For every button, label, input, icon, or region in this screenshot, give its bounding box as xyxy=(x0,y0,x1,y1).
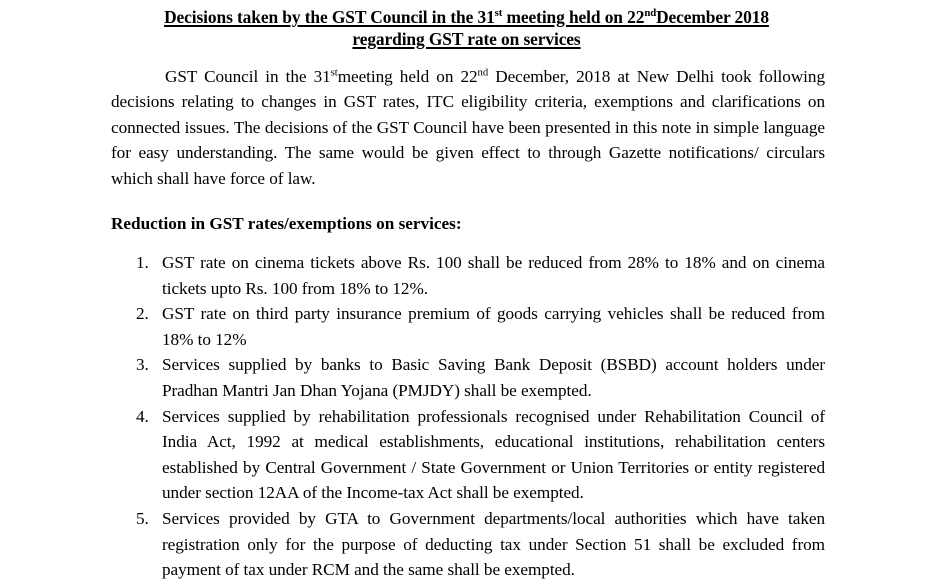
intro-part-2: meeting held on 22 xyxy=(337,67,478,86)
title-ordinal-st: st xyxy=(494,7,503,20)
list-item: Services supplied by banks to Basic Saving Bank Deposit (BSBD) account holders under Pradhan Mantri Jan Dhan Yojana (PMJDY) shall be exempted. xyxy=(162,355,825,400)
intro-ordinal-st: st xyxy=(330,67,338,79)
title-line-2-text: regarding GST rate on services xyxy=(352,29,581,49)
intro-paragraph xyxy=(0,50,933,191)
title-line-2 xyxy=(0,28,933,50)
title-line-1 xyxy=(0,6,933,28)
intro-ordinal-nd: nd xyxy=(477,67,489,79)
intro-part-1: GST Council in the 31 xyxy=(165,67,331,86)
intro-part-3: December, 2018 at New Delhi took following decisions relating to changes in GST rates, ITC eligibility criteria, exemptions and clarifications on connected issues. The decisions of the GST Council have been presented in this note in simple language for easy understanding. The same would be given effect to through Gazette notifications/ circulars which shall have force of law. xyxy=(111,67,825,188)
section-heading: Reduction in GST rates/exemptions on services: xyxy=(111,214,462,234)
list-item: Services supplied by rehabilitation professionals recognised under Rehabilitation Council of India Act, 1992 at medical establishments, educational institutions, rehabilitation centers established by Central Government / State Government or Union Territories or entity registered under section 12AA of the Income-tax Act shall be exempted. xyxy=(162,406,825,503)
list-item: GST rate on third party insurance premium of goods carrying vehicles shall be reduced from 18% to 12% xyxy=(162,304,825,349)
list-item: Services provided by GTA to Government departments/local authorities which have taken registration only for the purpose of deducting tax under Section 51 shall be excluded from payment of tax under RCM and the same shall be exempted. xyxy=(162,508,825,580)
page-title xyxy=(0,0,933,50)
title-ordinal-nd: nd xyxy=(644,7,657,20)
title-line-1-prefix: Decisions taken by the GST Council in the 31 xyxy=(164,7,495,27)
title-line-1-suffix: December 2018 xyxy=(656,7,769,27)
list-item: GST rate on cinema tickets above Rs. 100 shall be reduced from 28% to 18% and on cinema tickets upto Rs. 100 from 18% to 12%. xyxy=(162,253,825,298)
decision-list xyxy=(0,236,933,583)
title-line-1-mid: meeting held on 22 xyxy=(502,7,645,27)
